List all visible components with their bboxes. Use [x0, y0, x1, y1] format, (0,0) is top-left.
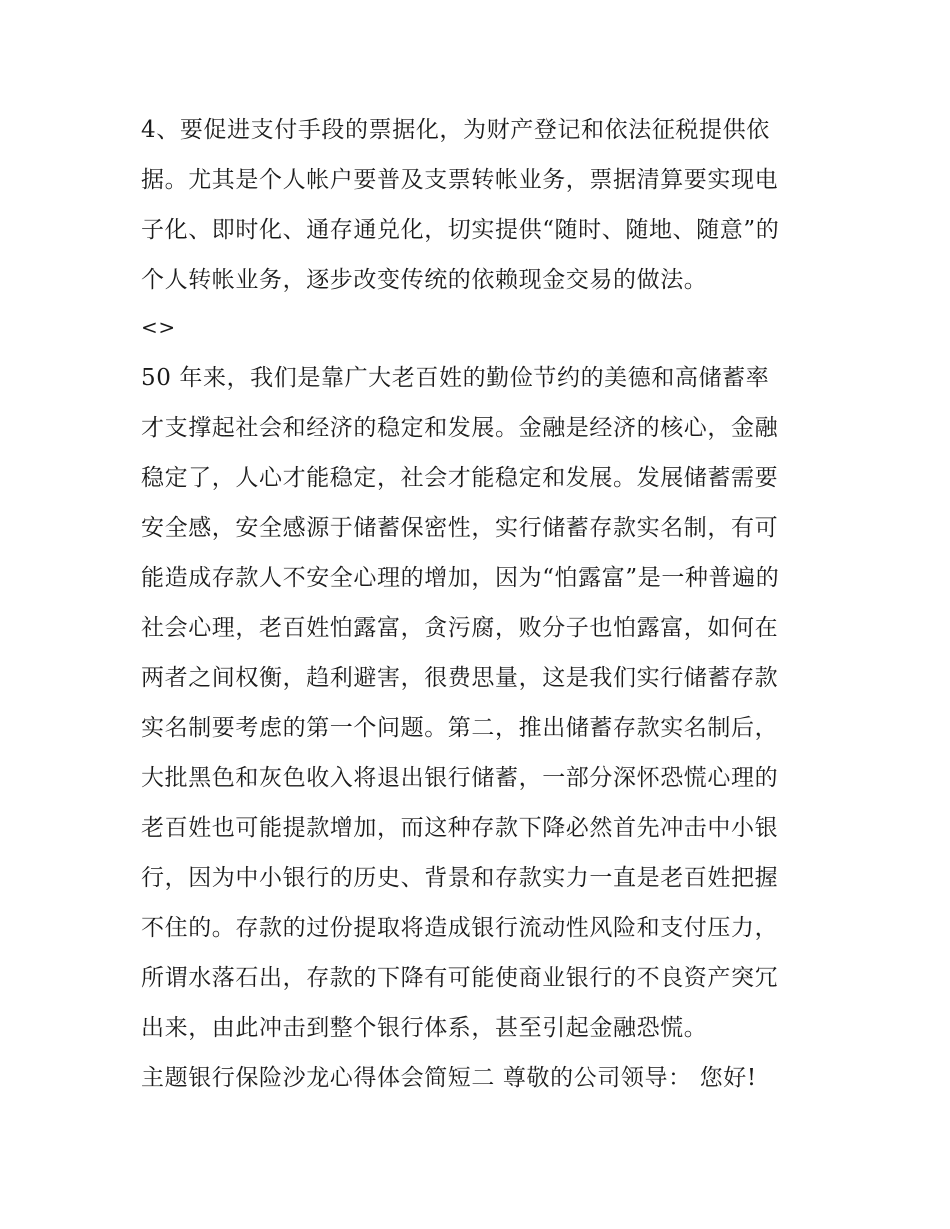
paragraph-line-18: 出来，由此冲击到整个银行体系，甚至引起金融恐慌。	[141, 1015, 708, 1041]
paragraph-line-10: 社会心理，老百姓怕露富，贪污腐，败分子也怕露富，如何在	[141, 615, 779, 641]
paragraph-line-5: 50 年来，我们是靠广大老百姓的勤俭节约的美德和高储蓄率	[141, 365, 770, 391]
paragraph-line-9: 能造成存款人不安全心理的增加，因为“怕露富”是一种普遍的	[141, 565, 780, 591]
paragraph-line-17: 所谓水落石出，存款的下降有可能使商业银行的不良资产突冗	[141, 965, 779, 991]
paragraph-line-8: 安全感，安全感源于储蓄保密性，实行储蓄存款实名制，有可	[141, 515, 779, 541]
section-heading-line: 主题银行保险沙龙心得体会简短二 尊敬的公司领导： 您好!	[141, 1065, 757, 1091]
paragraph-line-2: 据。尤其是个人帐户要普及支票转帐业务，票据清算要实现电	[141, 167, 779, 193]
paragraph-line-12: 实名制要考虑的第一个问题。第二，推出储蓄存款实名制后，	[141, 715, 779, 741]
paragraph-line-7: 稳定了，人心才能稳定，社会才能稳定和发展。发展储蓄需要	[141, 465, 779, 491]
paragraph-line-15: 行，因为中小银行的历史、背景和存款实力一直是老百姓把握	[141, 865, 779, 891]
paragraph-line-6: 才支撑起社会和经济的稳定和发展。金融是经济的核心，金融	[141, 415, 779, 441]
paragraph-line-11: 两者之间权衡，趋利避害，很费思量，这是我们实行储蓄存款	[141, 665, 779, 691]
paragraph-line-14: 老百姓也可能提款增加，而这种存款下降必然首先冲击中小银	[141, 815, 779, 841]
paragraph-line-3: 子化、即时化、通存通兑化，切实提供“随时、随地、随意”的	[141, 217, 780, 243]
separator-marker: <>	[141, 315, 176, 339]
paragraph-line-13: 大批黑色和灰色收入将退出银行储蓄，一部分深怀恐慌心理的	[141, 765, 779, 791]
paragraph-line-4: 个人转帐业务，逐步改变传统的依赖现金交易的做法。	[141, 267, 708, 293]
paragraph-line-1: 4、要促进支付手段的票据化，为财产登记和依法征税提供依	[141, 117, 770, 143]
paragraph-line-16: 不住的。存款的过份提取将造成银行流动性风险和支付压力，	[141, 915, 779, 941]
